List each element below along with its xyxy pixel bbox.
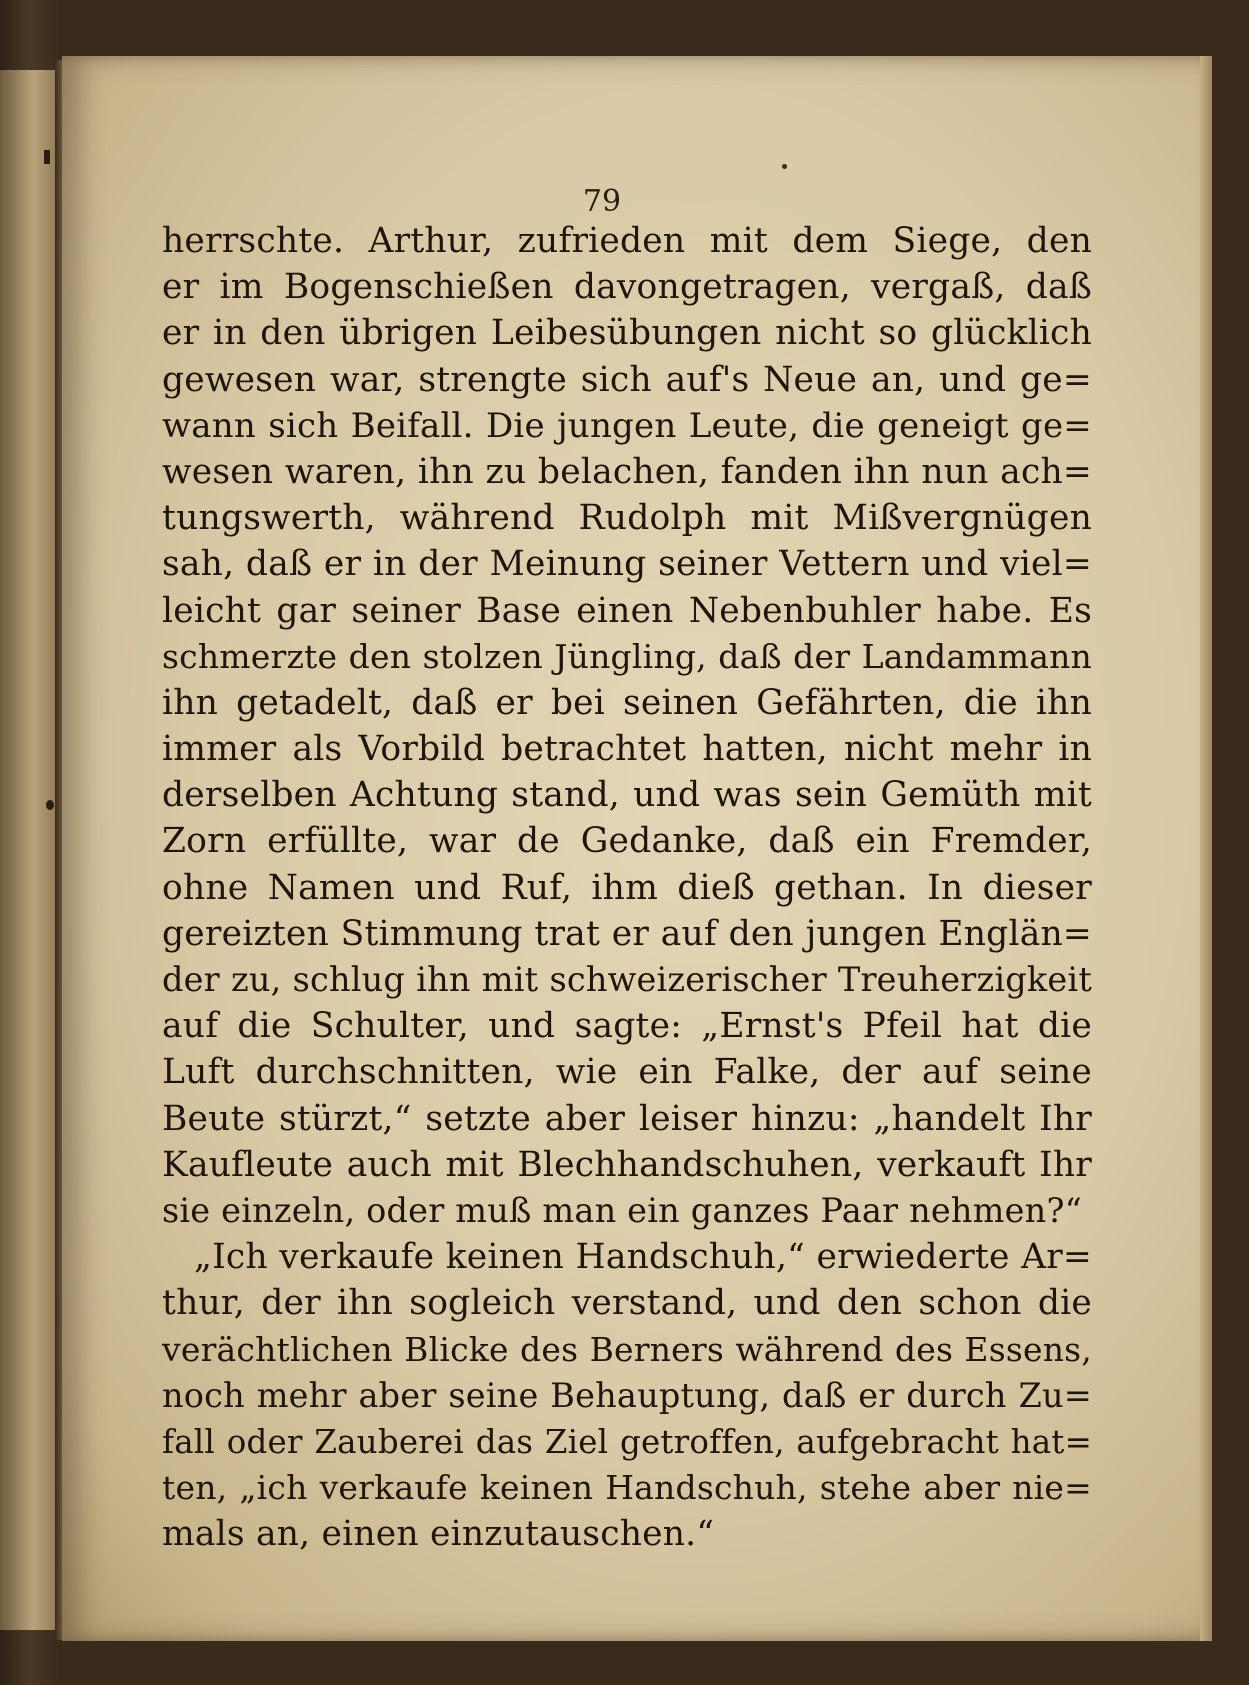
body-text: [162, 218, 1092, 1557]
text-line: sah, daß er in der Meinung seiner Vettern und viel=: [162, 544, 1092, 585]
text-line: schmerzte den stolzen Jüngling, daß der Landammann: [162, 636, 1092, 676]
text-line: verächtlichen Blicke des Berners während des Essens,: [162, 1329, 1092, 1369]
text-line: immer als Vorbild betrachtet hatten, nicht mehr in: [162, 729, 1092, 770]
page-number: 79: [582, 184, 622, 219]
text-line: wesen waren, ihn zu belachen, fanden ihn nun ach=: [162, 451, 1092, 492]
book-page: [62, 56, 1212, 1641]
text-line: mals an, einen einzutauschen.“: [162, 1514, 715, 1555]
text-line: ohne Namen und Ruf, ihm dieß gethan. In dieser: [162, 867, 1092, 908]
page-edge: [1200, 56, 1212, 1641]
text-line: ten, „ich verkaufe keinen Handschuh, stehe aber nie=: [162, 1468, 1092, 1508]
text-line: er in den übrigen Leibesübungen nicht so glücklich: [162, 313, 1092, 354]
binding-mark: [44, 150, 50, 164]
text-line: Zorn erfüllte, war de Gedanke, daß ein Fremder,: [162, 821, 1092, 862]
text-line: ihn getadelt, daß er bei seinen Gefährten, die ihn: [162, 682, 1092, 723]
text-line: Luft durchschnitten, wie ein Falke, der auf seine: [162, 1052, 1092, 1093]
text-line: wann sich Beifall. Die jungen Leute, die geneigt ge=: [162, 405, 1092, 446]
text-line: fall oder Zauberei das Ziel getroffen, aufgebracht hat=: [162, 1422, 1092, 1461]
text-line: Beute stürzt,“ setzte aber leiser hinzu: „handelt Ihr: [162, 1098, 1092, 1139]
text-line: noch mehr aber seine Behauptung, daß er durch Zu=: [162, 1375, 1092, 1415]
text-line: tungswerth, während Rudolph mit Mißvergnügen: [162, 498, 1092, 539]
previous-page-edge: [0, 70, 62, 1630]
text-line: gewesen war, strengte sich auf's Neue an, und ge=: [162, 359, 1092, 400]
text-line: Kaufleute auch mit Blechhandschuhen, verkauft Ihr: [162, 1144, 1092, 1185]
text-line: „Ich verkaufe keinen Handschuh,“ erwiederte Ar=: [194, 1237, 1092, 1278]
text-line: leicht gar seiner Base einen Nebenbuhler habe. Es: [162, 590, 1092, 631]
text-line: thur, der ihn sogleich verstand, und den schon die: [162, 1283, 1092, 1324]
text-line: derselben Achtung stand, und was sein Gemüth mit: [162, 775, 1092, 816]
text-line: auf die Schulter, und sagte: „Ernst's Pfeil hat die: [162, 1006, 1092, 1047]
binding-mark: [46, 800, 54, 810]
text-line: sie einzeln, oder muß man ein ganzes Paar nehmen?“: [162, 1190, 1082, 1230]
text-line: gereizten Stimmung trat er auf den jungen Englän=: [162, 913, 1092, 954]
ink-speck: [782, 164, 787, 169]
text-line: der zu, schlug ihn mit schweizerischer Treuherzigkeit: [162, 960, 1092, 999]
text-line: herrschte. Arthur, zufrieden mit dem Siege, den: [162, 221, 1092, 261]
text-line: er im Bogenschießen davongetragen, vergaß, daß: [162, 267, 1092, 308]
